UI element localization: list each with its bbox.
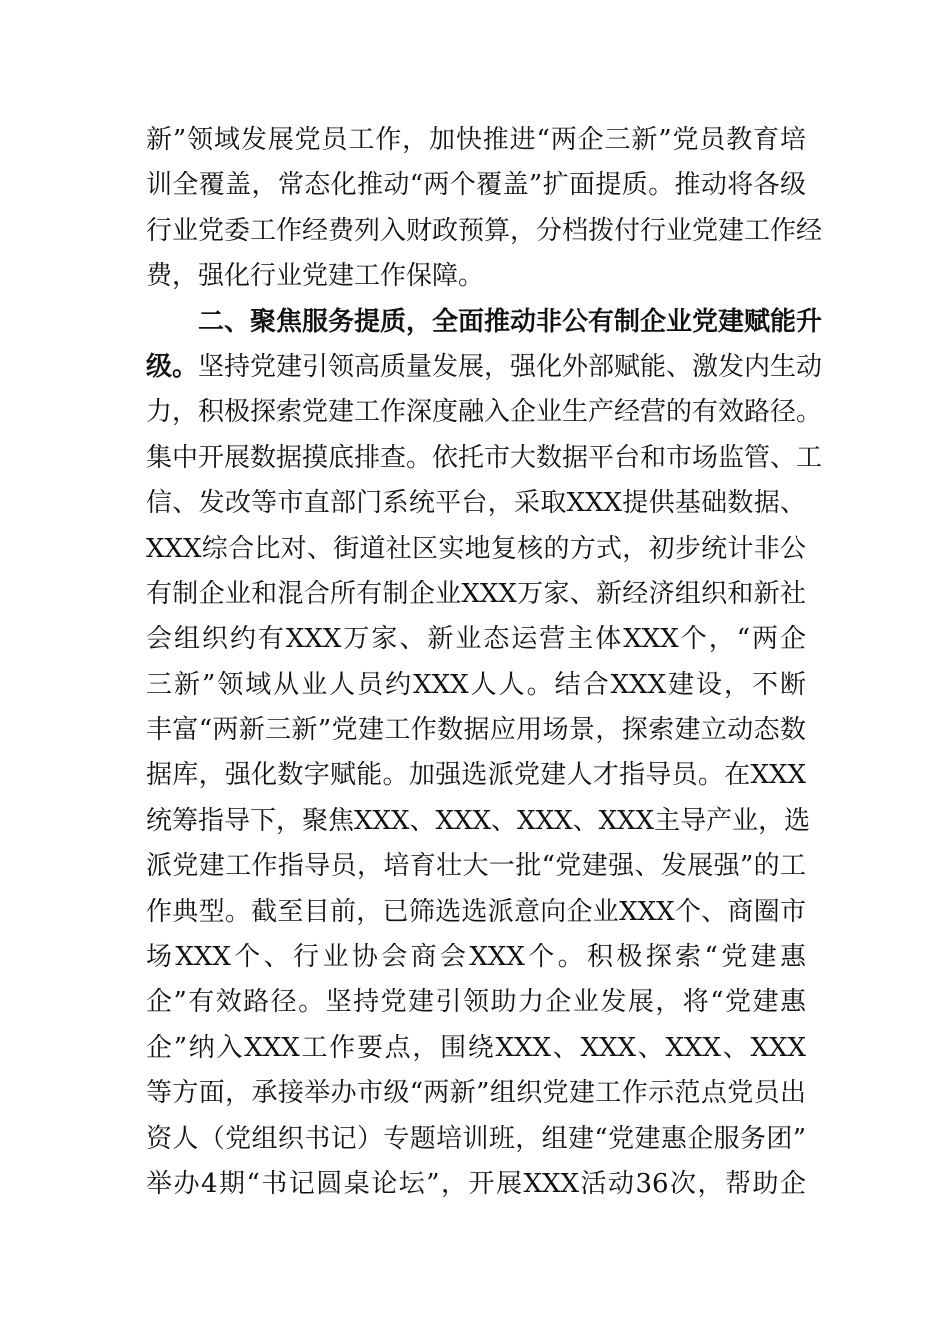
paragraph-service-quality [146, 300, 823, 1253]
section-heading: 二、聚焦服务提质，全面推动非公有制企业党建赋能升 [198, 306, 823, 337]
text-line: 企”纳入XXX工作要点，围绕XXX、XXX、XXX、XXX [146, 1032, 806, 1063]
text-line: 三新”领域从业人员约XXX人人。结合XXX建设，不断 [146, 669, 806, 700]
text-line [146, 1207, 806, 1252]
text-line: 据库，强化数字赋能。加强选派党建人才指导员。在XXX [146, 760, 806, 791]
text-line: 会组织约有XXX万家、新业态运营主体XXX个，“两企 [146, 624, 806, 655]
text-line: 统筹指导下，聚焦XXX、XXX、XXX、XXX主导产业，选 [146, 805, 811, 836]
paragraph-party-member-work [146, 118, 823, 300]
text-line: 力，积极探索党建工作深度融入企业生产经营的有效路径。 [146, 397, 823, 428]
text-line: 有制企业和混合所有制企业XXX万家、新经济组织和新社 [146, 578, 806, 609]
text-line: 作典型。截至目前，已筛选选派意向企业XXX个、商圈市 [146, 896, 806, 927]
text-line: 集中开展数据摸底排查。依托市大数据平台和市场监管、工 [146, 442, 823, 473]
text-line: 场XXX个、行业协会商会XXX个。积极探索“党建惠 [146, 942, 806, 973]
section-heading-end: 级。 [146, 351, 199, 382]
text-line: XXX综合比对、街道社区实地复核的方式，初步统计非公 [146, 533, 806, 564]
text-line-rest: 坚持党建引领高质量发展，强化外部赋能、激发内生动 [198, 351, 823, 382]
text-line: 企”有效路径。坚持党建引领助力企业发展，将“党建惠 [146, 987, 806, 1018]
text-line: 资人（党组织书记）专题培训班，组建“党建惠企服务团” [146, 1123, 806, 1154]
text-line: 等方面，承接举办市级“两新”组织党建工作示范点党员出 [146, 1078, 806, 1109]
text-line: 费，强化行业党建工作保障。 [146, 261, 485, 292]
text-line: 行业党委工作经费列入财政预算，分档拨付行业党建工作经 [146, 215, 823, 246]
text-line: 举办4期“书记圆桌论坛”，开展XXX活动36次，帮助企 [146, 1168, 806, 1199]
text-line: 训全覆盖，常态化推动“两个覆盖”扩面提质。推动将各级 [146, 170, 806, 201]
text-line [146, 345, 823, 390]
text-line: 新”领域发展党员工作，加快推进“两企三新”党员教育培 [146, 125, 806, 155]
document-page [146, 118, 823, 1253]
text-line: 派党建工作指导员，培育壮大一批“党建强、发展强”的工 [146, 851, 806, 882]
text-line: 丰富“两新三新”党建工作数据应用场景，探索建立动态数 [146, 715, 806, 746]
text-line: 信、发改等市直部门系统平台，采取XXX提供基础数据、 [146, 488, 806, 519]
